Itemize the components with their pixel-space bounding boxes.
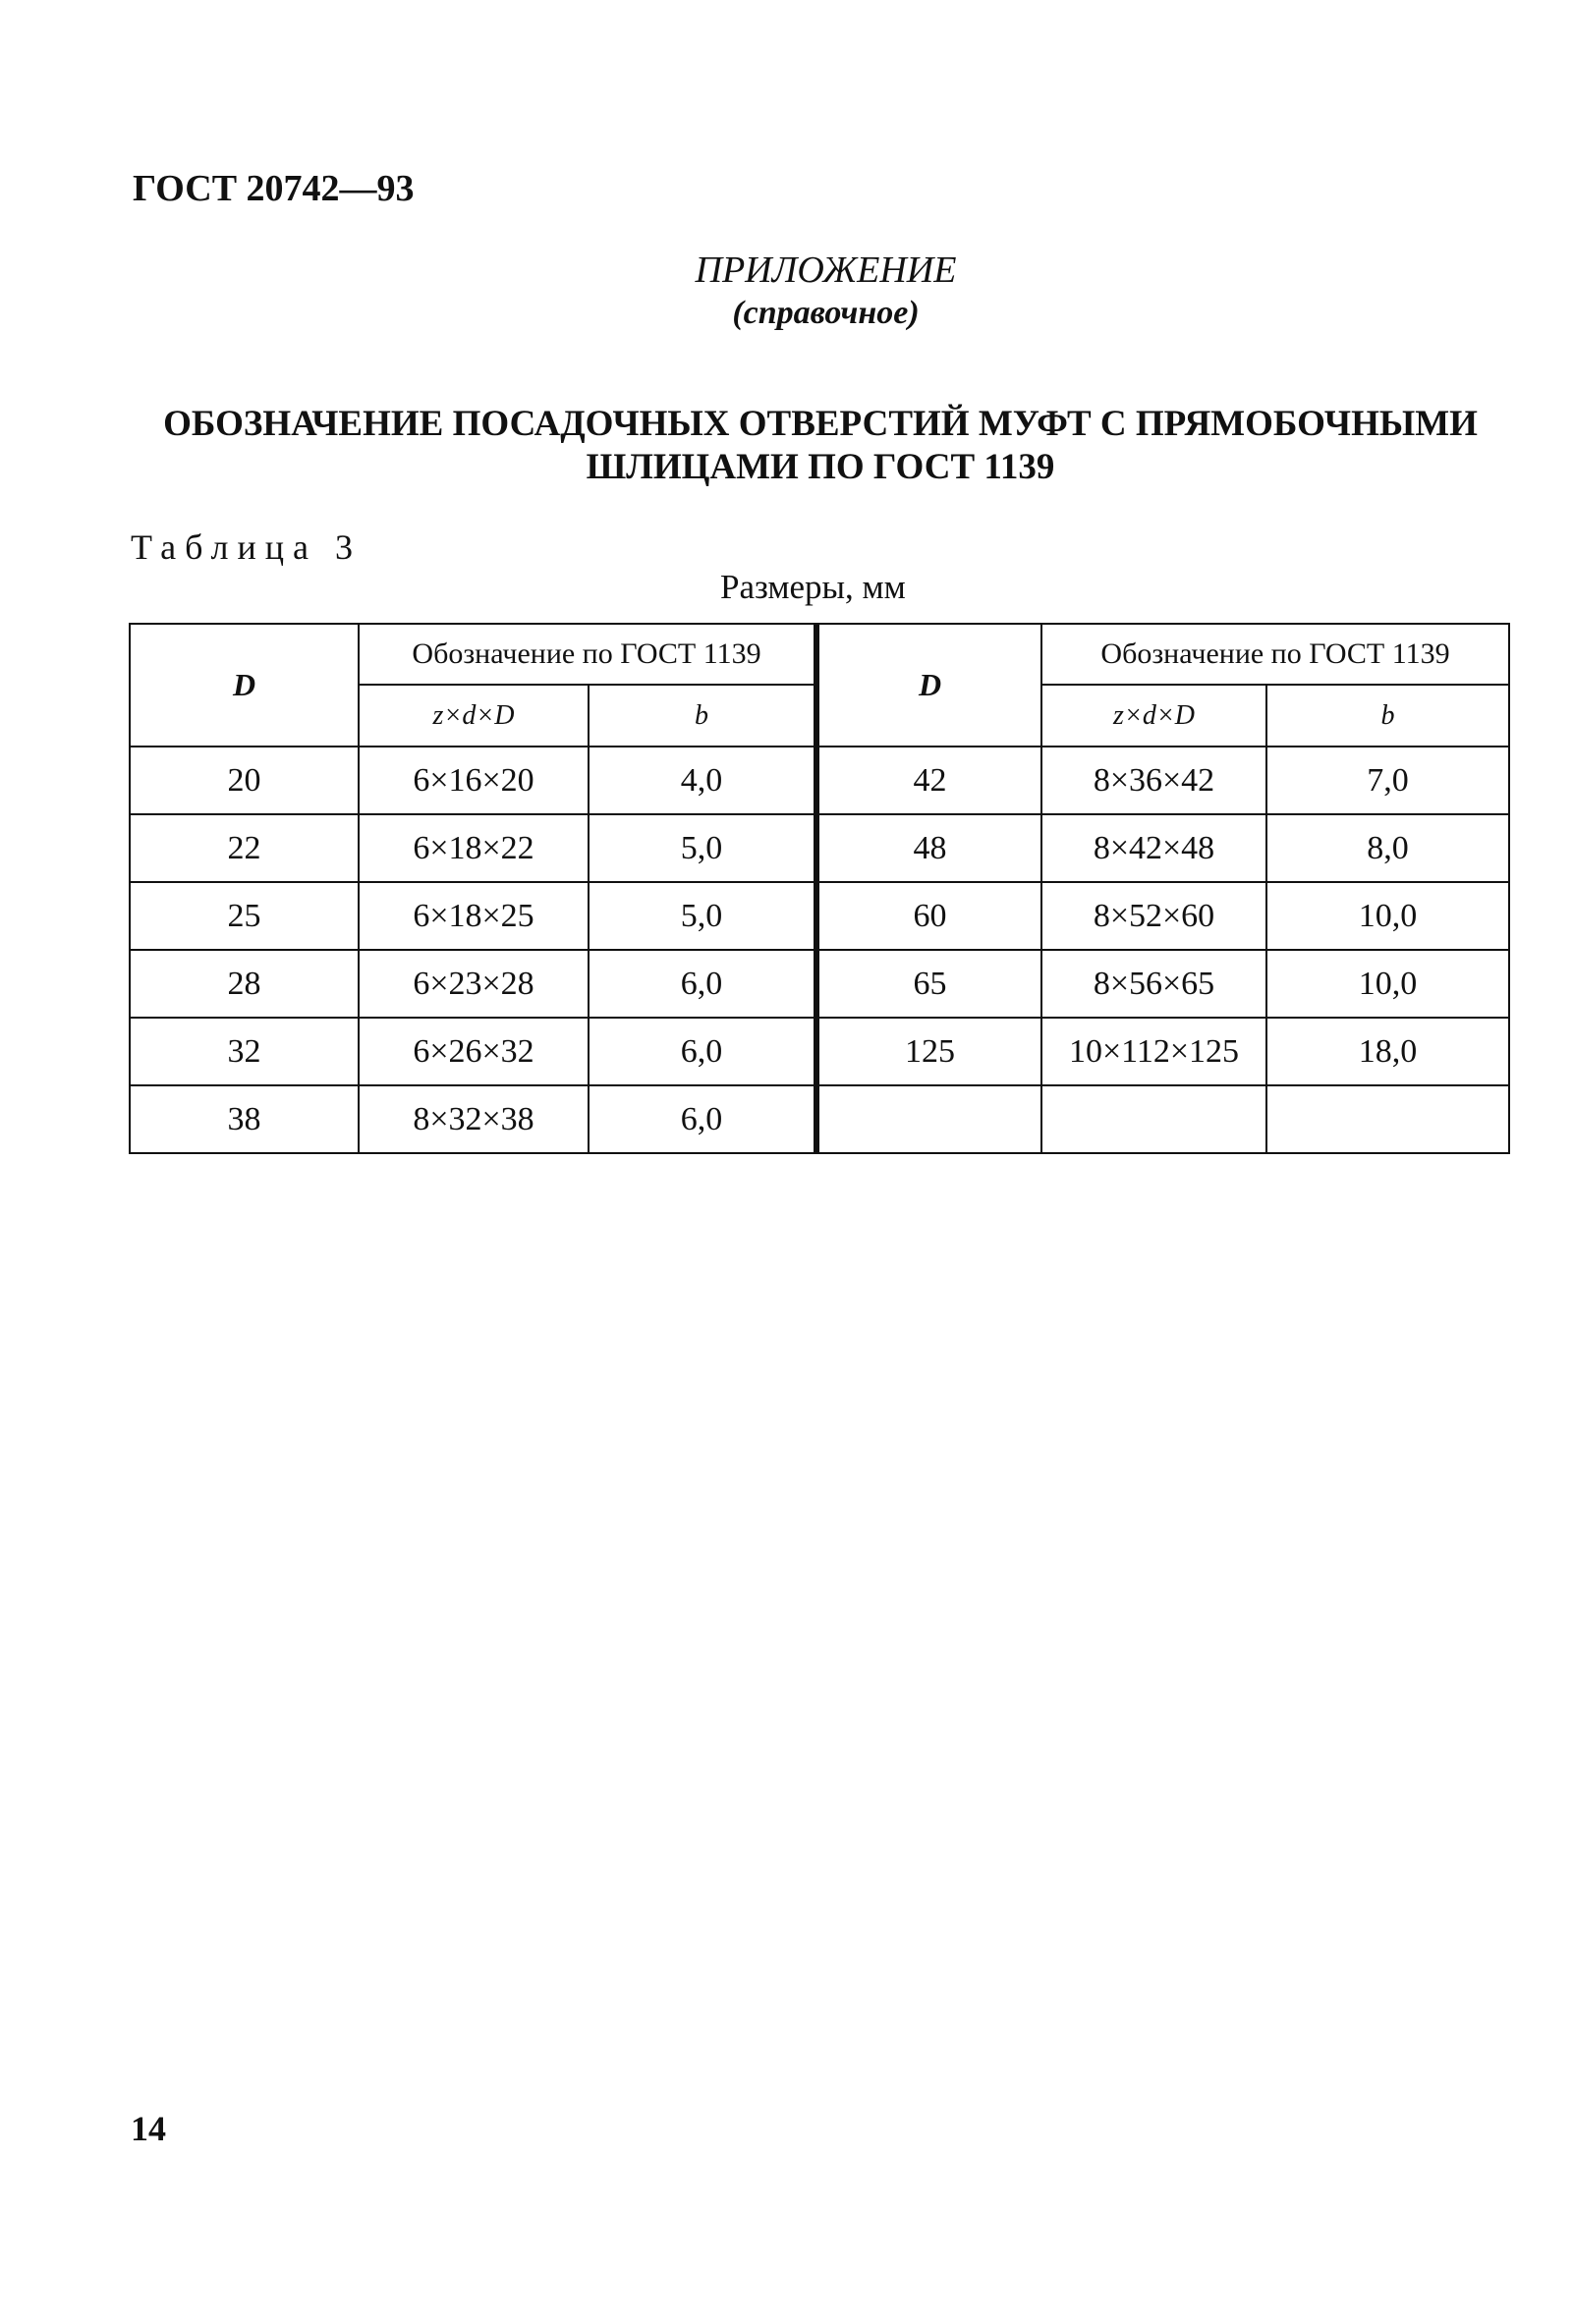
table-row [130,950,1509,1018]
table-row [130,747,1509,814]
cell-d-right: 60 [816,882,1041,950]
spline-designation-table [129,623,1510,1154]
header-b-left: b [589,685,816,747]
cell-b-right: 10,0 [1266,950,1509,1018]
cell-b-left: 6,0 [589,1018,816,1085]
cell-d-left: 25 [130,882,359,950]
header-designation-left: Обозначение по ГОСТ 1139 [359,624,816,685]
table-row [130,882,1509,950]
table-header-row [130,624,1509,685]
table-row [130,1018,1509,1085]
table-units: Размеры, мм [720,568,906,606]
appendix-note: (справочное) [732,295,920,331]
cell-b-left: 6,0 [589,950,816,1018]
header-d-right: D [816,624,1041,747]
header-designation-right: Обозначение по ГОСТ 1139 [1041,624,1509,685]
header-d-left: D [130,624,359,747]
header-zdd-left: z×d×D [359,685,589,747]
header-zdd-right: z×d×D [1041,685,1266,747]
cell-zdd-left: 6×16×20 [359,747,589,814]
cell-d-left: 38 [130,1085,359,1153]
cell-b-left: 4,0 [589,747,816,814]
cell-d-left: 28 [130,950,359,1018]
cell-zdd-left: 8×32×38 [359,1085,589,1153]
cell-d-right: 42 [816,747,1041,814]
appendix-label: ПРИЛОЖЕНИЕ [695,249,957,291]
document-title-line-1: ОБОЗНАЧЕНИЕ ПОСАДОЧНЫХ ОТВЕРСТИЙ МУФТ С ПРЯМОБОЧНЫМИ [163,404,1478,444]
cell-zdd-left: 6×23×28 [359,950,589,1018]
cell-d-right: 48 [816,814,1041,882]
table-row [130,814,1509,882]
document-title-line-2: ШЛИЦАМИ ПО ГОСТ 1139 [586,447,1055,487]
cell-d-left: 32 [130,1018,359,1085]
cell-b-right: 18,0 [1266,1018,1509,1085]
header-b-right: b [1266,685,1509,747]
cell-zdd-left: 6×18×25 [359,882,589,950]
cell-b-left: 5,0 [589,882,816,950]
cell-zdd-right: 8×56×65 [1041,950,1266,1018]
document-title [128,403,1513,489]
cell-d-left: 22 [130,814,359,882]
cell-b-right [1266,1085,1509,1153]
cell-zdd-right [1041,1085,1266,1153]
cell-zdd-left: 6×18×22 [359,814,589,882]
cell-b-left: 5,0 [589,814,816,882]
cell-d-right: 65 [816,950,1041,1018]
cell-b-right: 10,0 [1266,882,1509,950]
cell-d-right [816,1085,1041,1153]
cell-zdd-left: 6×26×32 [359,1018,589,1085]
cell-b-right: 8,0 [1266,814,1509,882]
page-number: 14 [131,2109,166,2148]
cell-zdd-right: 8×36×42 [1041,747,1266,814]
cell-zdd-right: 8×52×60 [1041,882,1266,950]
cell-d-right: 125 [816,1018,1041,1085]
table-row [130,1085,1509,1153]
standard-code: ГОСТ 20742—93 [133,168,415,209]
cell-b-left: 6,0 [589,1085,816,1153]
table-label: Таблица 3 [131,527,362,567]
cell-b-right: 7,0 [1266,747,1509,814]
cell-zdd-right: 10×112×125 [1041,1018,1266,1085]
cell-d-left: 20 [130,747,359,814]
cell-zdd-right: 8×42×48 [1041,814,1266,882]
